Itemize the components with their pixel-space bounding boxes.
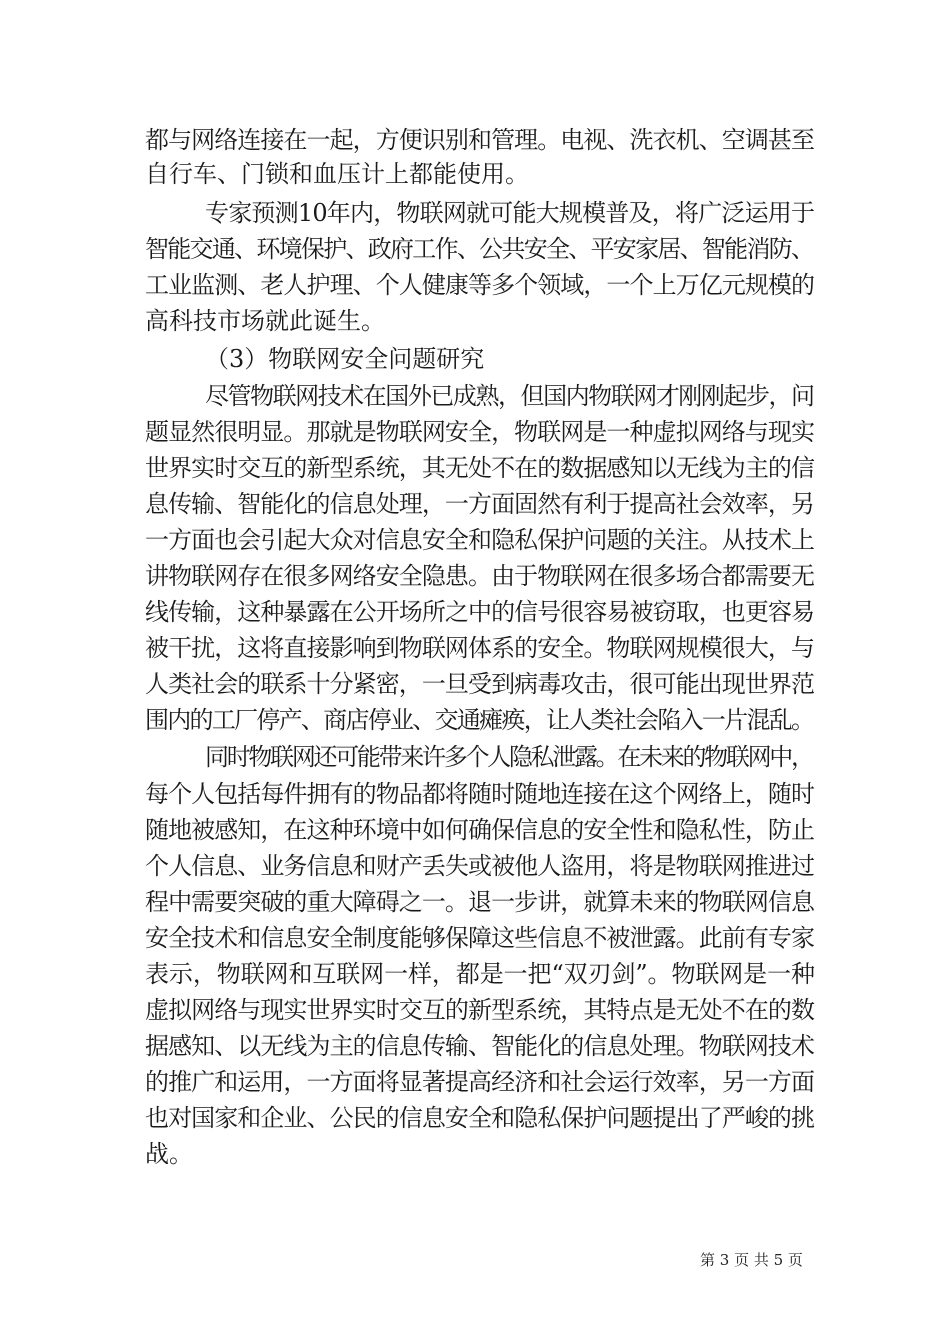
- text-line: [0, 1062, 950, 1102]
- line-text: 虚拟网络与现实世界实时交互的新型系统，其特点是无处不在的数: [145, 996, 815, 1024]
- text-line: [0, 700, 950, 740]
- text-line: [0, 520, 950, 560]
- paragraph-first-line: [0, 376, 950, 416]
- line-text: 智能交通、环境保护、政府工作、公共安全、平安家居、智能消防、: [145, 235, 814, 263]
- line-text: 每个人包括每件拥有的物品都将随时随地连接在这个网络上，随时: [145, 780, 815, 808]
- page-number: 第 3 页 共 5 页: [700, 1251, 803, 1269]
- text-line: [0, 556, 950, 596]
- line-text: 围内的工厂停产、商店停业、交通瘫痪，让人类社会陷入一片混乱。: [145, 706, 814, 734]
- text-line: [0, 1098, 950, 1138]
- text-line: [0, 412, 950, 452]
- line-text: 尽管物联网技术在国外已成熟，但国内物联网才刚刚起步，问: [205, 382, 814, 410]
- line-text: 讲物联网存在很多网络安全隐患。由于物联网在很多场合都需要无: [145, 562, 815, 590]
- text-line: [0, 628, 950, 668]
- text-line: [0, 846, 950, 886]
- text-line: [0, 1026, 950, 1066]
- text-line: [0, 229, 950, 269]
- text-line: [0, 954, 950, 994]
- line-text: 个人信息、业务信息和财产丢失或被他人盗用，将是物联网推进过: [145, 852, 815, 880]
- text-line: [0, 810, 950, 850]
- text-line: [0, 990, 950, 1030]
- section-heading: [0, 339, 950, 379]
- line-text: 安全技术和信息安全制度能够保障这些信息不被泄露。此前有专家: [145, 924, 815, 952]
- text-line: [0, 882, 950, 922]
- text-line: [0, 301, 950, 341]
- line-text: 专家预测10年内，物联网就可能大规模普及，将广泛运用于: [205, 199, 815, 227]
- line-text: 自行车、门锁和血压计上都能使用。: [145, 160, 529, 188]
- line-text: 人类社会的联系十分紧密，一旦受到病毒攻击，很可能出现世界范: [145, 670, 815, 698]
- line-text: 随地被感知，在这种环境中如何确保信息的安全性和隐私性，防止: [145, 816, 815, 844]
- text-line: [0, 664, 950, 704]
- line-text: 程中需要突破的重大障碍之一。退一步讲，就算未来的物联网信息: [145, 888, 815, 916]
- line-text: 高科技市场就此诞生。: [145, 307, 385, 335]
- line-text: 世界实时交互的新型系统，其无处不在的数据感知以无线为主的信: [145, 454, 815, 482]
- line-text: 工业监测、老人护理、个人健康等多个领域，一个上万亿元规模的: [145, 271, 815, 299]
- line-text: 一方面也会引起大众对信息安全和隐私保护问题的关注。从技术上: [145, 526, 815, 554]
- text-line: [0, 484, 950, 524]
- text-line: [0, 448, 950, 488]
- paragraph-first-line: [0, 737, 950, 777]
- line-text: 据感知、以无线为主的信息传输、智能化的信息处理。物联网技术: [145, 1032, 815, 1060]
- text-line: [0, 154, 950, 194]
- line-text: 题显然很明显。那就是物联网安全，物联网是一种虚拟网络与现实: [145, 418, 815, 446]
- line-text: 被干扰，这将直接影响到物联网体系的安全。物联网规模很大，与: [145, 634, 815, 662]
- text-line: [0, 1134, 950, 1174]
- line-text: 战。: [145, 1140, 193, 1168]
- line-text: 也对国家和企业、公民的信息安全和隐私保护问题提出了严峻的挑: [145, 1104, 815, 1132]
- paragraph-first-line: [0, 193, 950, 233]
- text-line: [0, 918, 950, 958]
- text-line: [0, 592, 950, 632]
- line-text: 的推广和运用，一方面将显著提高经济和社会运行效率，另一方面: [145, 1068, 815, 1096]
- line-text: 线传输，这种暴露在公开场所之中的信号很容易被窃取，也更容易: [145, 598, 815, 626]
- section-heading-text: （3）物联网安全问题研究: [205, 345, 485, 373]
- line-text: 息传输、智能化的信息处理，一方面固然有利于提高社会效率，另: [145, 490, 815, 518]
- line-text: 都与网络连接在一起，方便识别和管理。电视、洗衣机、空调甚至: [145, 126, 815, 154]
- line-text: 表示，物联网和互联网一样，都是一把“双刃剑”。物联网是一种: [145, 960, 815, 988]
- text-line: [0, 774, 950, 814]
- text-line: [0, 265, 950, 305]
- line-text: 同时物联网还可能带来许多个人隐私泄露。在未来的物联网中，: [205, 743, 813, 771]
